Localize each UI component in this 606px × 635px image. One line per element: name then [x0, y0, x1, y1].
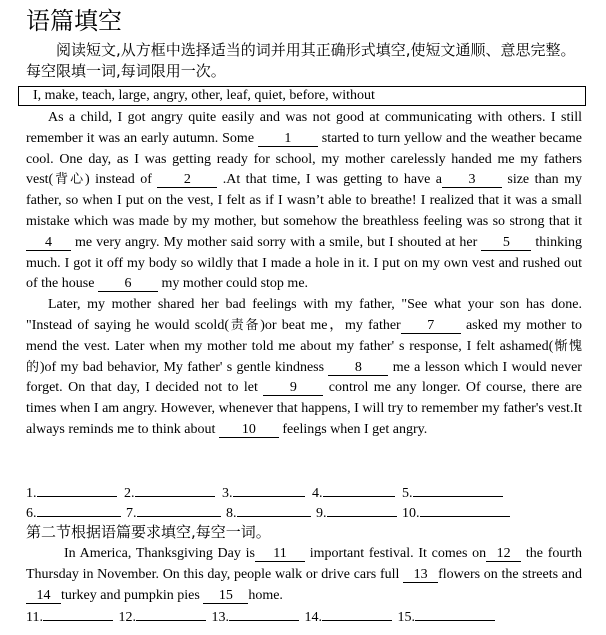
answer-line-6[interactable] — [37, 502, 121, 517]
answer-line-10[interactable] — [420, 502, 510, 517]
passage-1 — [26, 108, 582, 441]
answer-label: 2. — [124, 486, 135, 501]
answer-row-3 — [26, 606, 495, 628]
blank-5[interactable]: 5 — [481, 236, 531, 251]
answer-line-12[interactable] — [136, 606, 206, 621]
paragraph-3 — [26, 543, 582, 606]
answer-line-5[interactable] — [413, 482, 503, 497]
answer-label: 8. — [226, 506, 237, 521]
answer-label: 3. — [222, 486, 233, 501]
blank-7[interactable]: 7 — [401, 319, 461, 334]
answer-label: 6. — [26, 506, 37, 521]
text: the fourth Thursday in November. On this day, people walk or drive cars full — [26, 546, 582, 582]
blank-2[interactable]: 2 — [157, 173, 217, 188]
blank-14[interactable]: 14 — [26, 589, 61, 604]
answer-label: 11. — [26, 610, 43, 625]
text: started to turn yellow and the weather became cool. One day, as I was getting ready for school, my mother carelessly handed me my fathers vest( — [26, 130, 582, 188]
answer-row-1 — [26, 482, 503, 504]
text: home. — [248, 588, 283, 603]
text: .At that time, I was getting to have a — [222, 172, 442, 188]
answer-label: 5. — [402, 486, 413, 501]
answer-line-11[interactable] — [43, 606, 113, 621]
text: Later, my mother shared her bad feelings with my father, "See what your son has done. "Instead of saying he would scold( — [26, 297, 582, 333]
text: me a lesson which I would never forget. On that day, I decided not to let — [26, 359, 582, 396]
text: size than my father, so when I put on the vest, I felt as if I wasn’t able to breathe! I realized that it was a small mistake which was made by my mother, but somehow the breathless feeling was so strong that it — [26, 172, 582, 229]
text: ) instead of — [85, 172, 152, 188]
answer-line-15[interactable] — [415, 606, 495, 621]
answer-line-14[interactable] — [322, 606, 392, 621]
blank-13[interactable]: 13 — [403, 568, 438, 583]
answer-label: 12. — [118, 610, 136, 625]
blank-11[interactable]: 11 — [255, 547, 305, 562]
text: thinking much. I got it off my body so wildly that I made a hole in it. I put on my own vest and rushed out of the house — [26, 234, 583, 292]
blank-6[interactable]: 6 — [98, 277, 158, 292]
answer-line-2[interactable] — [135, 482, 215, 497]
answer-label: 9. — [316, 506, 327, 521]
text: In America, Thanksgiving Day is — [64, 546, 255, 561]
answer-label: 14. — [304, 610, 322, 625]
text: feelings when I get angry. — [282, 421, 428, 437]
passage-2 — [26, 543, 582, 606]
text: control me any longer. Of course, there are times when I am angry. However, whenever that happens, I will try to remember my father's vest.It always reminds me to think about — [26, 380, 582, 437]
answer-line-3[interactable] — [233, 482, 305, 497]
text: flowers on the streets and — [438, 567, 582, 582]
paragraph-2 — [26, 295, 582, 441]
blank-9[interactable]: 9 — [263, 381, 323, 396]
text: asked my mother to mend the vest. Later when my mother told me about my father' s response, I felt ashamed( — [26, 317, 583, 354]
answer-label: 1. — [26, 486, 37, 501]
blank-8[interactable]: 8 — [328, 361, 388, 376]
blank-15[interactable]: 15 — [203, 589, 248, 604]
answer-label: 10. — [402, 506, 420, 521]
answer-line-7[interactable] — [137, 502, 221, 517]
blank-1[interactable]: 1 — [258, 132, 318, 147]
answer-label: 4. — [312, 486, 323, 501]
answer-row-2 — [26, 502, 510, 524]
word-box: I, make, teach, large, angry, other, leaf, quiet, before, without — [18, 86, 586, 106]
answer-line-9[interactable] — [327, 502, 397, 517]
blank-4[interactable]: 4 — [26, 236, 71, 251]
text: my mother could stop me. — [161, 276, 309, 292]
text: )of my bad behavior, My father' s gentle kindness — [39, 359, 325, 375]
blank-3[interactable]: 3 — [442, 173, 502, 188]
page-title: 语篇填空 — [26, 7, 122, 35]
blank-10[interactable]: 10 — [219, 423, 279, 438]
answer-line-4[interactable] — [323, 482, 395, 497]
answer-label: 7. — [126, 506, 137, 521]
text: turkey and pumpkin pies — [61, 588, 200, 603]
section-2-title: 第二节根据语篇要求填空,每空一词。 — [26, 523, 271, 541]
instructions: 阅读短文,从方框中选择适当的词并用其正确形式填空,使短文通顺、意思完整。每空限填一词,每词限用一次。 — [26, 41, 576, 80]
text: 责备 — [229, 317, 261, 333]
text: 背心 — [53, 172, 86, 188]
answer-label: 15. — [397, 610, 415, 625]
text: important festival. It comes on — [309, 546, 487, 561]
text: 惭愧的 — [26, 338, 582, 375]
answer-line-8[interactable] — [237, 502, 311, 517]
blank-12[interactable]: 12 — [486, 547, 521, 562]
paragraph-1 — [26, 108, 582, 295]
answer-line-1[interactable] — [37, 482, 117, 497]
text: me very angry. My mother said sorry with a smile, but I shouted at her — [75, 234, 478, 250]
text: )or beat me，my father — [260, 317, 401, 333]
answer-line-13[interactable] — [229, 606, 299, 621]
answer-label: 13. — [211, 610, 229, 625]
text: As a child, I got angry quite easily and was not good at communicating with others. I still remember it was an early autumn. Some — [26, 110, 582, 146]
